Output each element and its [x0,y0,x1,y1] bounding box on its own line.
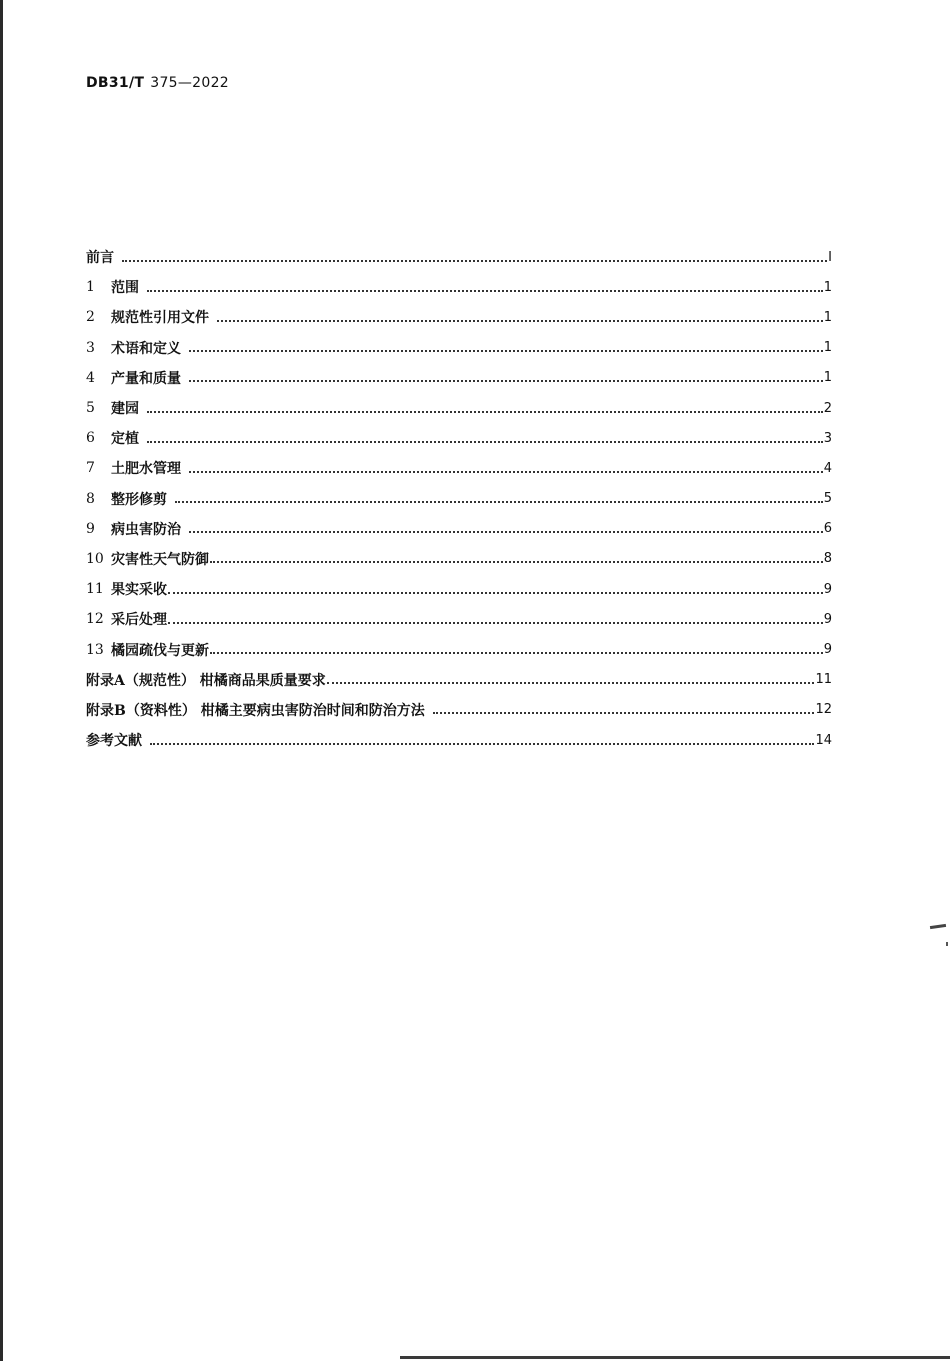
toc-dot-leader [210,560,823,563]
toc-entry-preface[interactable] [86,242,832,272]
document-code-number: 375—2022 [150,75,230,91]
toc-entry-appendix-b[interactable] [86,695,832,725]
toc-entry-title: 范围 [111,280,139,297]
toc-dot-leader [175,500,823,503]
toc-entry-title: 术语和定义 [111,340,181,357]
toc-entry-number: 5 [86,400,95,417]
toc-entry-references[interactable] [86,725,832,755]
toc-dot-leader [147,440,823,443]
toc-entry-10[interactable] [86,544,832,574]
toc-entry-title: 灾害性天气防御 [111,551,209,568]
toc-entry-title: 前言 [86,250,114,267]
toc-entry-title: 整形修剪 [111,491,167,508]
toc-dot-leader [189,470,823,473]
toc-entry-5[interactable] [86,393,832,423]
toc-dot-leader [217,319,823,322]
toc-entry-page: 1 [823,370,832,386]
toc-entry-number: 2 [86,309,95,326]
toc-entry-title: 定植 [111,431,139,448]
page-edge-bottom [400,1356,950,1359]
toc-entry-page: 9 [823,642,832,658]
toc-dot-leader [433,711,815,714]
toc-entry-number: 10 [86,550,104,567]
document-code [86,75,229,91]
toc-entry-page: 5 [823,491,832,507]
toc-entry-3[interactable] [86,333,832,363]
page-edge-left [0,0,3,1361]
toc-entry-number: 13 [86,641,104,658]
toc-entry-title: 病虫害防治 [111,521,181,538]
toc-entry-title: 土肥水管理 [111,461,181,478]
toc-entry-13[interactable] [86,634,832,664]
toc-entry-page: 14 [815,732,832,748]
toc-entry-page: 1 [823,279,832,295]
toc-entry-page: 1 [823,309,832,325]
scan-mark-small [946,942,948,946]
toc-dot-leader [122,259,827,262]
toc-dot-leader [150,742,814,745]
toc-entry-12[interactable] [86,604,832,634]
toc-entry-title: 产量和质量 [111,370,181,387]
toc-entry-title: 规范性引用文件 [111,310,209,327]
toc-entry-title: 附录B（资料性） 柑橘主要病虫害防治时间和防治方法 [86,702,425,719]
table-of-contents [86,242,832,755]
toc-dot-leader [189,530,823,533]
document-code-prefix: DB31/T [86,75,145,91]
toc-entry-number: 1 [86,279,95,296]
toc-entry-1[interactable] [86,272,832,302]
toc-entry-page: I [828,249,832,265]
toc-dot-leader [168,621,823,624]
toc-entry-page: 2 [823,400,832,416]
toc-entry-number: 9 [86,520,95,537]
toc-entry-title: 采后处理 [111,612,167,629]
toc-entry-number: 7 [86,460,95,477]
toc-entry-page: 9 [823,611,832,627]
toc-entry-number: 3 [86,339,95,356]
toc-entry-page: 12 [815,702,832,718]
toc-entry-title: 附录A（规范性） 柑橘商品果质量要求 [86,672,326,689]
toc-entry-number: 8 [86,490,95,507]
toc-entry-page: 9 [823,581,832,597]
toc-entry-page: 3 [823,430,832,446]
toc-entry-title: 参考文献 [86,733,142,750]
toc-entry-page: 4 [823,460,832,476]
toc-entry-page: 8 [823,551,832,567]
toc-dot-leader [147,410,823,413]
toc-entry-appendix-a[interactable] [86,665,832,695]
toc-entry-8[interactable] [86,484,832,514]
toc-entry-number: 12 [86,611,104,628]
toc-entry-11[interactable] [86,574,832,604]
toc-dot-leader [327,681,815,684]
toc-entry-page: 11 [815,672,832,688]
scan-mark [930,924,946,929]
toc-entry-page: 1 [823,340,832,356]
toc-entry-9[interactable] [86,514,832,544]
toc-dot-leader [168,591,823,594]
toc-entry-2[interactable] [86,302,832,332]
toc-entry-title: 橘园疏伐与更新 [111,642,209,659]
toc-entry-title: 建园 [111,401,139,418]
toc-dot-leader [189,349,823,352]
toc-dot-leader [210,651,823,654]
toc-entry-number: 4 [86,369,95,386]
toc-entry-4[interactable] [86,363,832,393]
toc-entry-7[interactable] [86,453,832,483]
toc-entry-number: 11 [86,581,104,598]
toc-dot-leader [189,379,823,382]
toc-entry-6[interactable] [86,423,832,453]
toc-entry-page: 6 [823,521,832,537]
toc-entry-number: 6 [86,430,95,447]
toc-entry-title: 果实采收 [111,582,167,599]
toc-dot-leader [147,289,823,292]
